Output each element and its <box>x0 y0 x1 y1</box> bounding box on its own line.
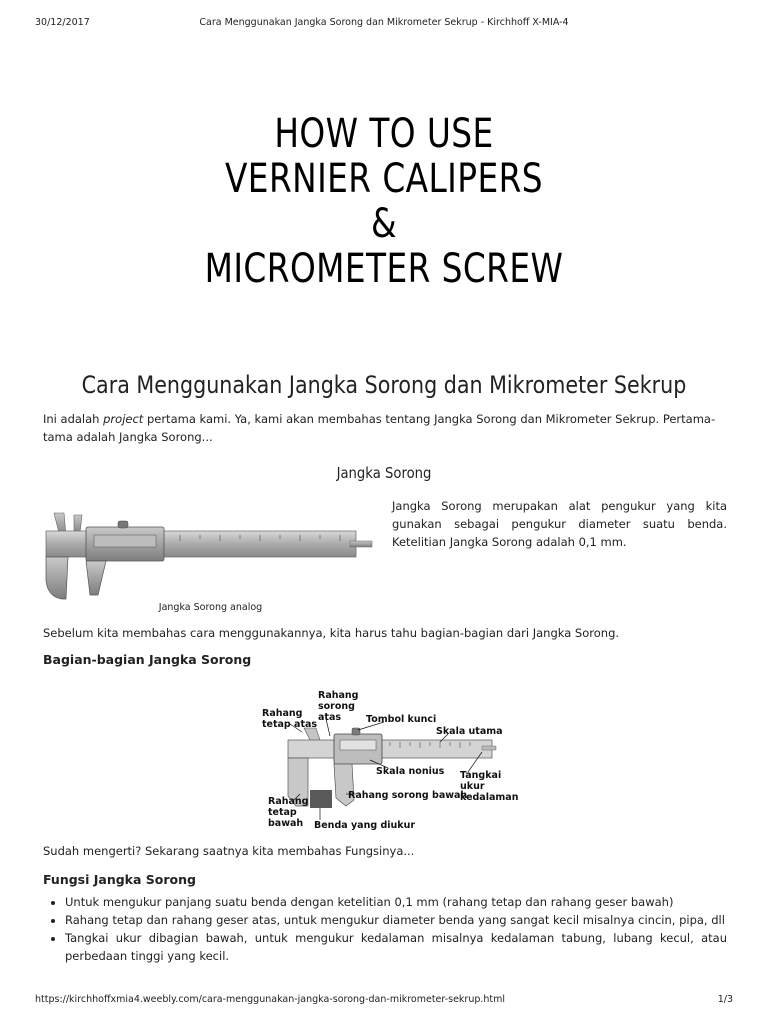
label-tangkai-2: ukur <box>460 781 485 792</box>
label-benda-yang-diukur: Benda yang diukur <box>314 820 416 831</box>
intro-emphasis: project <box>103 412 144 426</box>
label-rahang-sorong-atas-3: atas <box>318 712 342 723</box>
label-rahang-sorong-atas-2: sorong <box>318 701 355 712</box>
understood-paragraph: Sudah mengerti? Sekarang saatnya kita membahas Fungsinya... <box>43 844 415 858</box>
label-rahang-sorong-bawah: Rahang sorong bawah <box>348 790 468 801</box>
page-number: 1/3 <box>717 994 733 1005</box>
jangka-sorong-description: Jangka Sorong merupakan alat pengukur yang kita gunakan sebagai pengukur diameter suatu benda. Ketelitian Jangka Sorong adalah 0,1 mm. <box>392 499 727 549</box>
function-heading: Fungsi Jangka Sorong <box>43 872 196 887</box>
print-document-title: Cara Menggunakan Jangka Sorong dan Mikrometer Sekrup - Kirchhoff X-MIA-4 <box>199 17 569 28</box>
article-title: Cara Menggunakan Jangka Sorong dan Mikrometer Sekrup <box>81 371 687 399</box>
banner-line-2: VERNIER CALIPERS <box>224 156 544 202</box>
page-url: https://kirchhoffxmia4.weebly.com/cara-menggunakan-jangka-sorong-dan-mikrometer-sekrup.html <box>35 994 506 1005</box>
intro-text-start: Ini adalah <box>43 412 104 426</box>
section-heading-jangka-sorong: Jangka Sorong <box>336 464 432 482</box>
vernier-caliper-image <box>40 505 380 601</box>
label-rahang-tetap-bawah-2: tetap <box>268 807 297 818</box>
label-rahang-tetap-bawah-3: bawah <box>268 818 304 829</box>
banner-line-3: & <box>370 201 397 247</box>
banner-line-1: HOW TO USE <box>274 111 494 157</box>
label-rahang-tetap-atas-2: tetap atas <box>262 719 318 730</box>
label-rahang-tetap-atas-1: Rahang <box>262 708 303 719</box>
banner-line-4: MICROMETER SCREW <box>204 246 564 292</box>
print-date: 30/12/2017 <box>35 17 90 28</box>
label-rahang-sorong-atas-1: Rahang <box>318 690 359 701</box>
label-tangkai-1: Tangkai <box>460 770 502 781</box>
print-header <box>35 17 733 31</box>
label-skala-utama: Skala utama <box>436 726 503 737</box>
title-banner <box>69 112 699 292</box>
function-item: • Rahang tetap dan rahang geser atas, untuk mengukur diameter benda yang sangat kecil misalnya cincin, pipa, dll <box>65 911 727 929</box>
label-tangkai-3: kedalaman <box>460 792 519 803</box>
before-parts-paragraph: Sebelum kita membahas cara menggunakannya, kita harus tahu bagian-bagian dari Jangka Sorong. <box>43 626 620 640</box>
parts-heading: Bagian-bagian Jangka Sorong <box>43 652 252 667</box>
caliper-parts-diagram <box>260 688 519 836</box>
function-item: • Tangkai ukur dibagian bawah, untuk mengukur kedalaman misalnya kedalaman tabung, lubang kecul, atau perbedaan tinggi yang kecil. <box>65 929 727 965</box>
function-list <box>43 893 727 965</box>
intro-text-end: pertama kami. Ya, kami akan membahas tentang Jangka Sorong dan Mikrometer Sekrup. Pertama-tama adalah Jangka Sorong... <box>43 412 716 444</box>
print-footer <box>35 994 733 1008</box>
label-skala-nonius: Skala nonius <box>376 766 445 777</box>
label-tombol-kunci: Tombol kunci <box>366 714 437 725</box>
image-caption: Jangka Sorong analog <box>158 602 263 613</box>
intro-paragraph <box>43 410 727 446</box>
function-item: • Untuk mengukur panjang suatu benda dengan ketelitian 0,1 mm (rahang tetap dan rahang geser bawah) <box>65 893 727 911</box>
label-rahang-tetap-bawah-1: Rahang <box>268 796 309 807</box>
